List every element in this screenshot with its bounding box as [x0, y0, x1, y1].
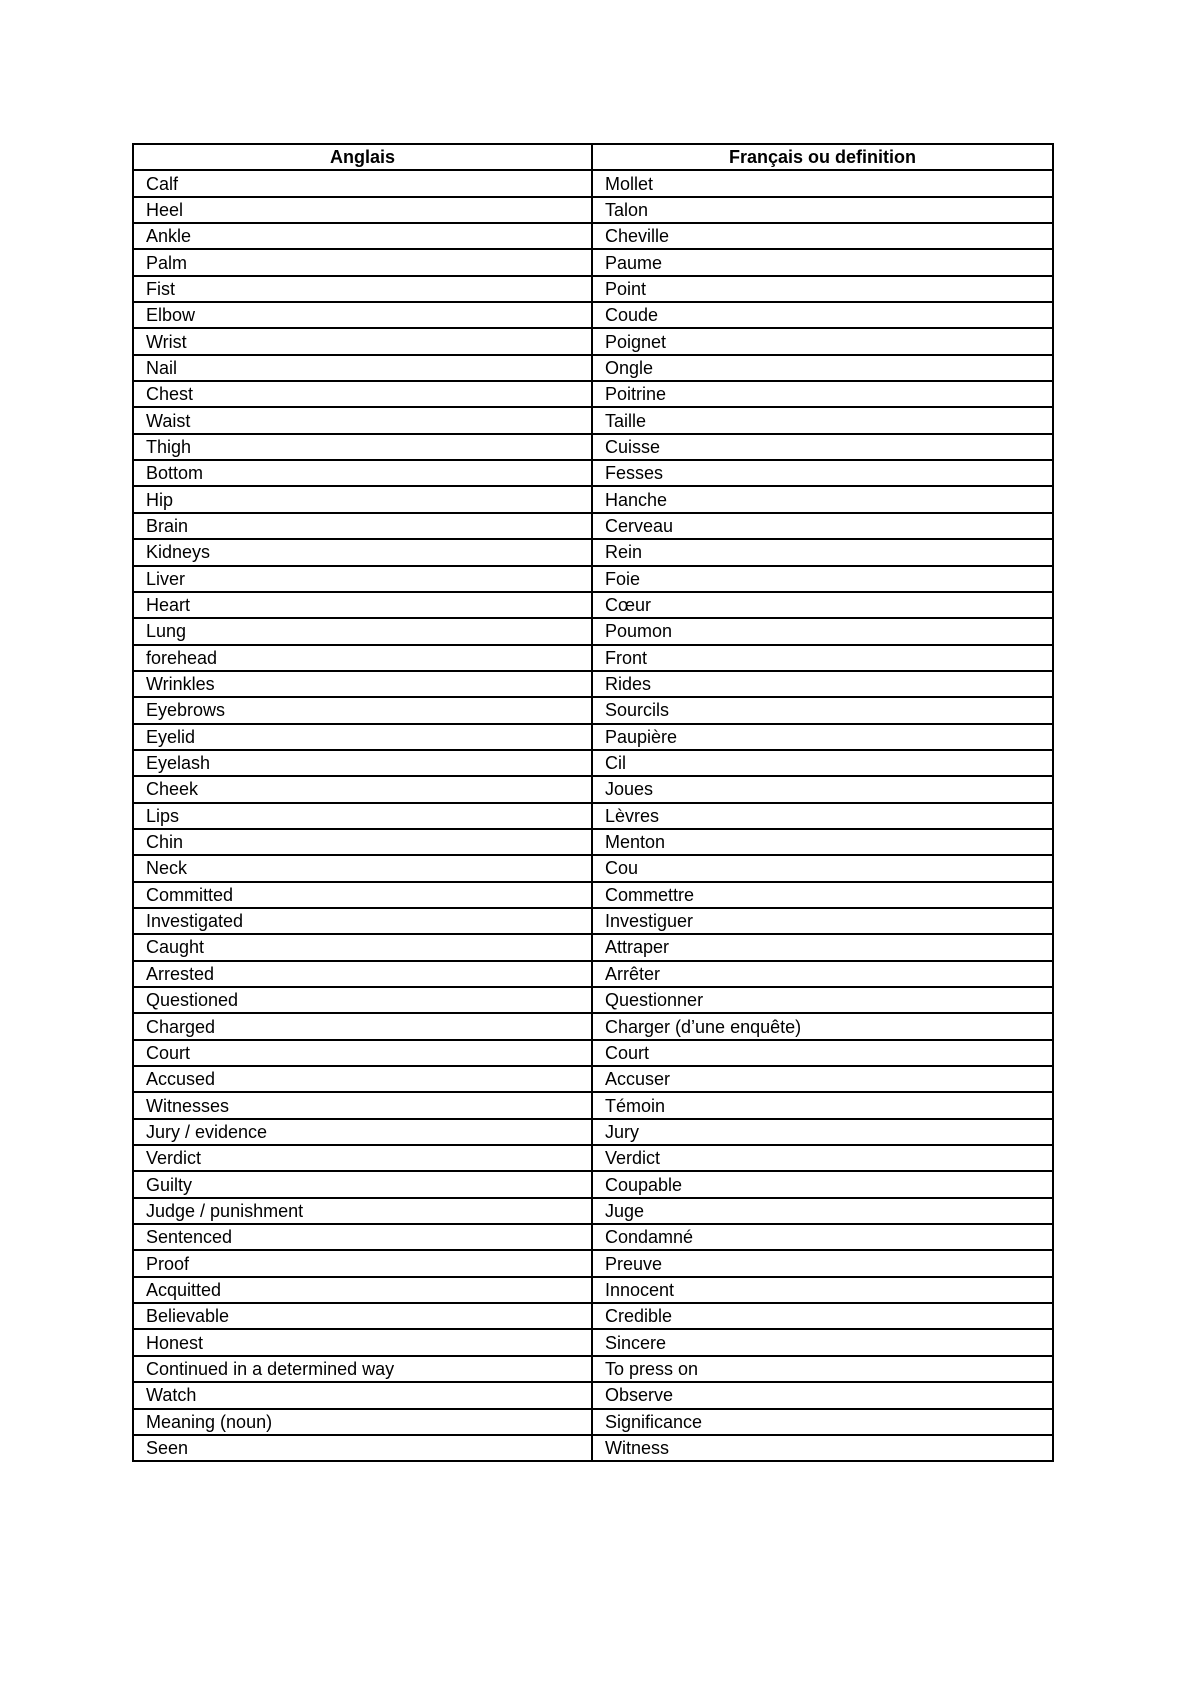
- english-term-cell: Investigated: [133, 908, 592, 934]
- french-term-cell: Cil: [592, 750, 1053, 776]
- french-term-cell: Poignet: [592, 328, 1053, 354]
- french-term-cell: Preuve: [592, 1250, 1053, 1276]
- french-term-cell: Poumon: [592, 618, 1053, 644]
- table-row: [133, 197, 1053, 223]
- french-term-cell: Ongle: [592, 355, 1053, 381]
- table-row: [133, 486, 1053, 512]
- french-term-cell: Menton: [592, 829, 1053, 855]
- table-row: [133, 1409, 1053, 1435]
- header-french: Français ou definition: [592, 144, 1053, 170]
- table-row: [133, 592, 1053, 618]
- table-row: [133, 724, 1053, 750]
- french-term-cell: Rein: [592, 539, 1053, 565]
- table-row: [133, 1013, 1053, 1039]
- english-term-cell: Bottom: [133, 460, 592, 486]
- french-term-cell: Hanche: [592, 486, 1053, 512]
- french-term-cell: Cuisse: [592, 434, 1053, 460]
- english-term-cell: Hip: [133, 486, 592, 512]
- english-term-cell: Cheek: [133, 776, 592, 802]
- english-term-cell: Arrested: [133, 961, 592, 987]
- french-term-cell: Attraper: [592, 934, 1053, 960]
- english-term-cell: Acquitted: [133, 1277, 592, 1303]
- english-term-cell: Brain: [133, 513, 592, 539]
- table-row: [133, 1250, 1053, 1276]
- french-term-cell: Significance: [592, 1409, 1053, 1435]
- english-term-cell: Accused: [133, 1066, 592, 1092]
- table-row: [133, 302, 1053, 328]
- french-term-cell: Innocent: [592, 1277, 1053, 1303]
- english-term-cell: Proof: [133, 1250, 592, 1276]
- french-term-cell: Arrêter: [592, 961, 1053, 987]
- table-row: [133, 829, 1053, 855]
- english-term-cell: Waist: [133, 407, 592, 433]
- english-term-cell: Questioned: [133, 987, 592, 1013]
- french-term-cell: Rides: [592, 671, 1053, 697]
- header-row: [133, 144, 1053, 170]
- french-term-cell: Cœur: [592, 592, 1053, 618]
- vocabulary-table: [132, 143, 1054, 1462]
- english-term-cell: Liver: [133, 566, 592, 592]
- french-term-cell: Charger (d’une enquête): [592, 1013, 1053, 1039]
- table-row: [133, 908, 1053, 934]
- table-row: [133, 1198, 1053, 1224]
- french-term-cell: Coupable: [592, 1171, 1053, 1197]
- french-term-cell: Poitrine: [592, 381, 1053, 407]
- english-term-cell: Caught: [133, 934, 592, 960]
- table-row: [133, 987, 1053, 1013]
- table-row: [133, 407, 1053, 433]
- french-term-cell: Lèvres: [592, 803, 1053, 829]
- english-term-cell: Eyebrows: [133, 697, 592, 723]
- french-term-cell: Commettre: [592, 882, 1053, 908]
- table-header: [133, 144, 1053, 170]
- table-row: [133, 1171, 1053, 1197]
- table-row: [133, 855, 1053, 881]
- table-row: [133, 961, 1053, 987]
- english-term-cell: Charged: [133, 1013, 592, 1039]
- french-term-cell: Joues: [592, 776, 1053, 802]
- french-term-cell: Talon: [592, 197, 1053, 223]
- english-term-cell: Meaning (noun): [133, 1409, 592, 1435]
- table-row: [133, 460, 1053, 486]
- english-term-cell: Sentenced: [133, 1224, 592, 1250]
- french-term-cell: Sincere: [592, 1329, 1053, 1355]
- table-row: [133, 170, 1053, 196]
- english-term-cell: Nail: [133, 355, 592, 381]
- table-row: [133, 1303, 1053, 1329]
- table-row: [133, 697, 1053, 723]
- english-term-cell: Chin: [133, 829, 592, 855]
- english-term-cell: Court: [133, 1040, 592, 1066]
- table-body: [133, 170, 1053, 1461]
- english-term-cell: Witnesses: [133, 1092, 592, 1118]
- table-row: [133, 803, 1053, 829]
- french-term-cell: Sourcils: [592, 697, 1053, 723]
- english-term-cell: Wrinkles: [133, 671, 592, 697]
- english-term-cell: Ankle: [133, 223, 592, 249]
- english-term-cell: Honest: [133, 1329, 592, 1355]
- english-term-cell: Committed: [133, 882, 592, 908]
- table-row: [133, 1382, 1053, 1408]
- french-term-cell: To press on: [592, 1356, 1053, 1382]
- french-term-cell: Investiguer: [592, 908, 1053, 934]
- english-term-cell: Lips: [133, 803, 592, 829]
- table-row: [133, 671, 1053, 697]
- table-row: [133, 1119, 1053, 1145]
- table-row: [133, 249, 1053, 275]
- english-term-cell: Watch: [133, 1382, 592, 1408]
- english-term-cell: Elbow: [133, 302, 592, 328]
- french-term-cell: Paume: [592, 249, 1053, 275]
- table-row: [133, 1145, 1053, 1171]
- english-term-cell: Judge / punishment: [133, 1198, 592, 1224]
- english-term-cell: Believable: [133, 1303, 592, 1329]
- table-row: [133, 1066, 1053, 1092]
- table-row: [133, 355, 1053, 381]
- french-term-cell: Court: [592, 1040, 1053, 1066]
- table-row: [133, 1224, 1053, 1250]
- english-term-cell: Heart: [133, 592, 592, 618]
- french-term-cell: Juge: [592, 1198, 1053, 1224]
- english-term-cell: Eyelid: [133, 724, 592, 750]
- table-row: [133, 434, 1053, 460]
- french-term-cell: Witness: [592, 1435, 1053, 1461]
- table-row: [133, 539, 1053, 565]
- french-term-cell: Paupière: [592, 724, 1053, 750]
- table-row: [133, 750, 1053, 776]
- table-row: [133, 1040, 1053, 1066]
- french-term-cell: Point: [592, 276, 1053, 302]
- english-term-cell: Fist: [133, 276, 592, 302]
- english-term-cell: Guilty: [133, 1171, 592, 1197]
- english-term-cell: Lung: [133, 618, 592, 644]
- french-term-cell: Front: [592, 645, 1053, 671]
- french-term-cell: Credible: [592, 1303, 1053, 1329]
- english-term-cell: Calf: [133, 170, 592, 196]
- table-row: [133, 1435, 1053, 1461]
- english-term-cell: Eyelash: [133, 750, 592, 776]
- table-row: [133, 328, 1053, 354]
- english-term-cell: Chest: [133, 381, 592, 407]
- french-term-cell: Cerveau: [592, 513, 1053, 539]
- french-term-cell: Foie: [592, 566, 1053, 592]
- english-term-cell: Neck: [133, 855, 592, 881]
- french-term-cell: Témoin: [592, 1092, 1053, 1118]
- french-term-cell: Coude: [592, 302, 1053, 328]
- table-row: [133, 566, 1053, 592]
- french-term-cell: Questionner: [592, 987, 1053, 1013]
- english-term-cell: Kidneys: [133, 539, 592, 565]
- english-term-cell: Continued in a determined way: [133, 1356, 592, 1382]
- french-term-cell: Condamné: [592, 1224, 1053, 1250]
- table-row: [133, 1356, 1053, 1382]
- table-row: [133, 276, 1053, 302]
- french-term-cell: Jury: [592, 1119, 1053, 1145]
- table-row: [133, 934, 1053, 960]
- french-term-cell: Mollet: [592, 170, 1053, 196]
- table-row: [133, 381, 1053, 407]
- table-row: [133, 645, 1053, 671]
- english-term-cell: Palm: [133, 249, 592, 275]
- english-term-cell: Wrist: [133, 328, 592, 354]
- table-row: [133, 223, 1053, 249]
- french-term-cell: Verdict: [592, 1145, 1053, 1171]
- table-row: [133, 1329, 1053, 1355]
- table-row: [133, 882, 1053, 908]
- header-english: Anglais: [133, 144, 592, 170]
- english-term-cell: Heel: [133, 197, 592, 223]
- table-row: [133, 1277, 1053, 1303]
- table-row: [133, 618, 1053, 644]
- english-term-cell: Seen: [133, 1435, 592, 1461]
- french-term-cell: Cou: [592, 855, 1053, 881]
- french-term-cell: Cheville: [592, 223, 1053, 249]
- french-term-cell: Fesses: [592, 460, 1053, 486]
- french-term-cell: Taille: [592, 407, 1053, 433]
- english-term-cell: Verdict: [133, 1145, 592, 1171]
- table-row: [133, 513, 1053, 539]
- table-row: [133, 776, 1053, 802]
- table-row: [133, 1092, 1053, 1118]
- english-term-cell: Thigh: [133, 434, 592, 460]
- english-term-cell: forehead: [133, 645, 592, 671]
- english-term-cell: Jury / evidence: [133, 1119, 592, 1145]
- french-term-cell: Observe: [592, 1382, 1053, 1408]
- french-term-cell: Accuser: [592, 1066, 1053, 1092]
